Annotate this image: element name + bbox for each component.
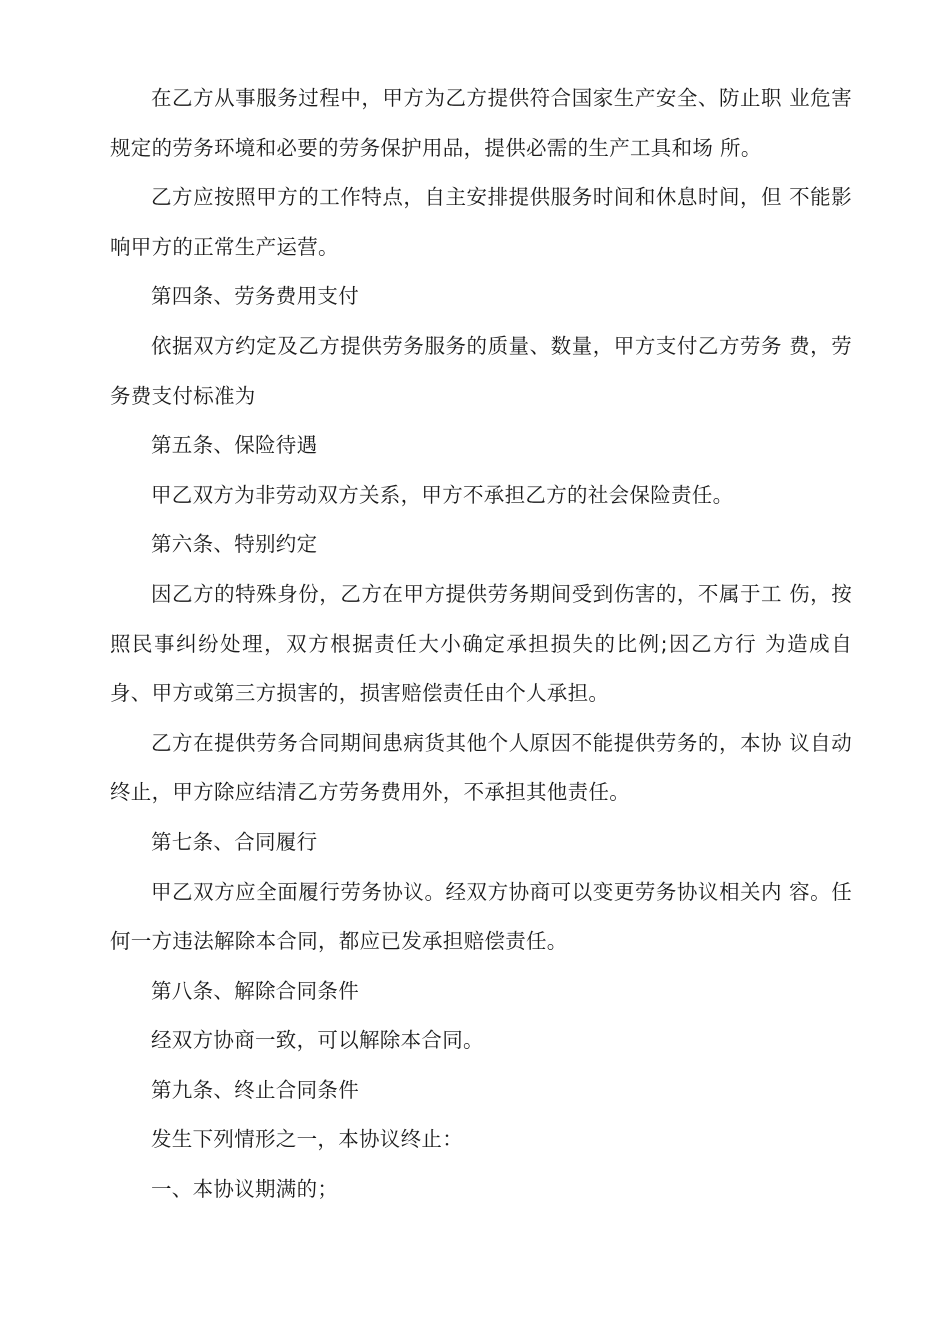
- article-8-heading: 第八条、解除合同条件: [151, 978, 359, 1003]
- paragraph-injury: 因乙方的特殊身份，乙方在甲方提供劳务期间受到伤害的，不属于工 伤，按照民事纠纷处理，双方根据责任大小确定承担损失的比例;因乙方行 为造成自身、甲方或第三方损害的，损害赔偿责任由个人承担。: [110, 581, 852, 706]
- paragraph-illness: 乙方在提供劳务合同期间患病货其他个人原因不能提供劳务的，本协 议自动终止，甲方除应结清乙方劳务费用外，不承担其他责任。: [110, 730, 852, 805]
- paragraph-termination-intro: 发生下列情形之一，本协议终止：: [151, 1127, 463, 1152]
- paragraph-work-environment: 在乙方从事服务过程中，甲方为乙方提供符合国家生产安全、防止职 业危害规定的劳务环境和必要的劳务保护用品，提供必需的生产工具和场 所。: [110, 86, 852, 160]
- paragraph-performance: 甲乙双方应全面履行劳务协议。经双方协商可以变更劳务协议相关内 容。任何一方违法解除本合同，都应已发承担赔偿责任。: [110, 879, 852, 954]
- paragraph-service-time: 乙方应按照甲方的工作特点，自主安排提供服务时间和休息时间，但 不能影响甲方的正常生产运营。: [110, 185, 852, 259]
- article-5-heading: 第五条、保险待遇: [151, 433, 318, 458]
- article-6-heading: 第六条、特别约定: [151, 532, 318, 557]
- article-7-heading: 第七条、合同履行: [151, 829, 318, 854]
- paragraph-rescission: 经双方协商一致，可以解除本合同。: [151, 1028, 484, 1053]
- document-page: [110, 74, 852, 1215]
- list-item-expiry: 一、本协议期满的；: [151, 1177, 339, 1202]
- paragraph-fee-payment: 依据双方约定及乙方提供劳务服务的质量、数量，甲方支付乙方劳务 费，劳务费支付标准为: [110, 333, 852, 408]
- article-4-heading: 第四条、劳务费用支付: [151, 284, 359, 309]
- article-9-heading: 第九条、终止合同条件: [151, 1077, 359, 1102]
- paragraph-insurance: 甲乙双方为非劳动双方关系，甲方不承担乙方的社会保险责任。: [151, 482, 734, 507]
